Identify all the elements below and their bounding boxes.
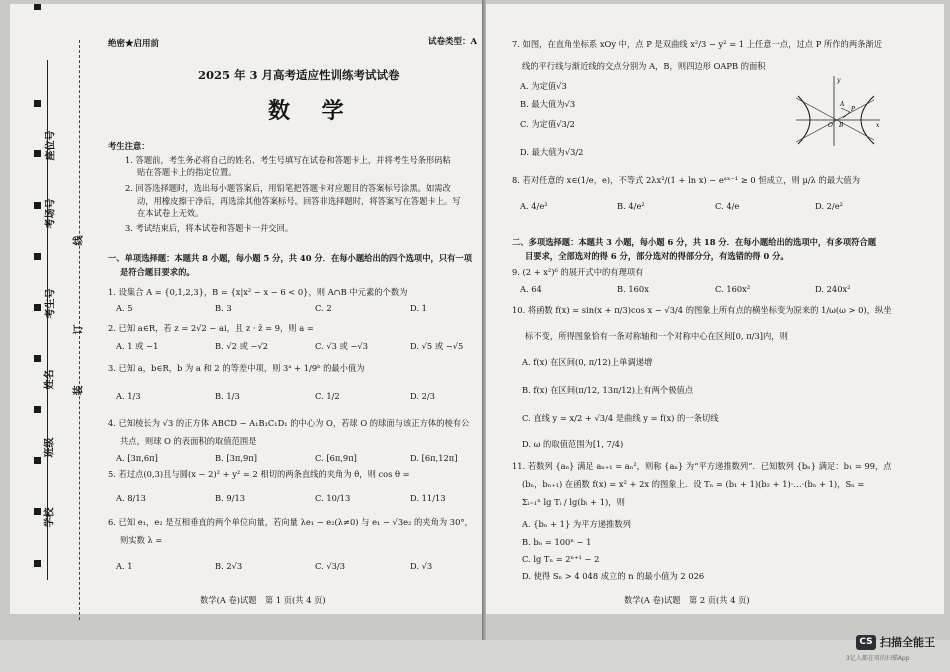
notice-line: 在本试卷上无效。 [137,208,204,218]
question-stem: 4. 已知棱长为 √3 的正方体 ABCD − A₁B₁C₁D₁ 的中心为 O，若球 O 的球面与该正方体的棱有公 [108,418,470,428]
section-2-header: 二、多项选择题：本题共 3 小题，每小题 6 分，共 18 分．在每小题给出的选项中，有多项符合题 [512,237,877,247]
option: D. 1 [410,303,427,313]
option: B. 1/3 [215,391,240,401]
option: C. √3 或 −√3 [315,341,368,351]
question-stem: 1. 设集合 A = {0,1,2,3}，B = {x|x² − x − 6 < 0}，则 A∩B 中元素的个数为 [108,287,408,297]
point-p-label: P [851,106,856,113]
question-stem: 线的平行线与渐近线的交点分别为 A，B，则四边形 OAPB 的面积 [522,61,766,71]
option: D. [6π,12π] [410,453,458,463]
exam-title: 2025 年 3 月高考适应性训练考试试卷 [198,68,400,82]
option: C. [6π,9π] [315,453,357,463]
subject-title: 数 学 [268,98,356,124]
seat-label: 座位号 [45,130,57,161]
option: D. 11/13 [410,493,446,503]
point-b-label: B [839,122,844,129]
question-stem: 3. 已知 a，b∈R，b 为 a 和 2 的等差中项，则 3ᵃ + 1/9ᵇ 的最小值为 [108,363,365,373]
parallel-line [843,112,850,118]
question-stem: Σᵢ₌₁ⁿ lg Tᵢ / lg(bᵢ + 1)，则 [522,497,625,507]
question-stem: 共点，则球 O 的表面积的取值范围是 [120,436,257,446]
option: C. 10/13 [315,493,351,503]
option: C. √3/3 [315,561,345,571]
scanner-tagline: 3亿人都在用的扫描App [846,655,910,662]
option: C. 1/2 [315,391,340,401]
question-stem: 9. (2 + x²)⁶ 的展开式中的有理项有 [512,267,644,277]
option: D. √5 或 −√5 [410,341,464,351]
secret-mark: 绝密★启用前 [108,39,160,49]
question-stem: 11. 若数列 {aₙ} 满足 aₙ₊₁ = aₙ²，则称 {aₙ} 为“平方递推数列”．已知数列 {bₙ} 满足：b₁ = 99，点 [512,461,892,471]
exam-number-label: 考生号 [45,288,57,319]
option: B. 3 [215,303,232,313]
option: B. 4/e² [617,201,645,211]
option: C. 4/e [715,201,740,211]
section-1-header: 一、单项选择题：本题共 8 小题，每小题 5 分，共 40 分．在每小题给出的四个选项中，只有一项 [108,253,473,263]
question-stem: 10. 将函数 f(x) = sin(x + π/3)cos x − √3/4 的图象上所有点的横坐标变为原来的 1/ω(ω > 0)，纵坐 [512,305,892,315]
notice-line: 动，用橡皮擦干净后，再选涂其他答案标号。回答非选择题时，将答案写在答题卡上。写 [137,196,461,206]
question-stem: 标不变，所得图象恰有一条对称轴和一个对称中心在区间[0, π/3]内，则 [525,331,788,341]
option: D. 2/e² [815,201,843,211]
option: A. 为定值√3 [520,81,567,91]
notice-line: 1. 答题前，考生务必将自己的姓名、考生号填写在试卷和答题卡上，并将考生号条形码粘 [125,155,451,165]
option: A. {bₙ + 1} 为平方递推数列 [522,519,631,529]
question-stem: 2. 已知 a∈R，若 z = 2√2 − ai，且 z · z̄ = 9，则 a = [108,323,314,333]
cut-order-word: 订 [73,324,85,335]
option: B. bₙ = 100ⁿ − 1 [522,537,592,547]
scanner-logo [856,634,935,650]
cs-badge-icon: CS [856,635,876,650]
option: C. 2 [315,303,332,313]
page-footer: 数学(A 卷)试题 第 1 页(共 4 页) [200,595,326,605]
y-axis-label: y [837,77,841,84]
question-stem: 6. 已知 e₁，e₂ 是互相垂直的两个单位向量，若向量 λe₁ − e₂(λ≠0) 与 e₁ − √3e₂ 的夹角为 30°， [108,517,473,527]
option: A. f(x) 在区间(0, π/12)上单调递增 [522,357,653,367]
notice-line: 3. 考试结束后，将本试卷和答题卡一并交回。 [125,223,294,233]
option: D. ω 的取值范围为[1, 7/4) [522,439,624,449]
point-a-label: A [840,101,845,108]
x-axis-label: x [876,122,880,129]
school-label: 学校 [44,507,56,528]
asymptote [796,98,874,140]
option: C. lg Tₙ = 2ⁿ⁺¹ − 2 [522,554,600,564]
question-stem: 8. 若对任意的 x∈(1/e，e)，不等式 2λx²/(1 + ln x) − eᵃˣ⁻¹ ≥ 0 恒成立，则 μ/λ 的最大值为 [512,175,861,185]
option: A. [3π,6π] [116,453,158,463]
option: B. f(x) 在区间(π/12, 13π/12)上有两个极值点 [522,385,694,395]
scanner-app-name: 扫描全能王 [880,636,935,649]
scan-background [0,640,950,672]
option: A. 5 [116,303,133,313]
parallel-line [841,108,850,112]
class-label: 班级 [44,437,56,458]
paper-type: 试卷类型：A [428,37,478,47]
option: A. 64 [520,284,542,294]
option: B. 最大值为√3 [520,99,576,109]
question-stem: (bₙ，bₙ₊₁) 在函数 f(x) = x² + 2x 的图象上．设 Tₙ = (b₁ + 1)(b₂ + 1)·…·(bₙ + 1)，Sₙ = [522,479,865,489]
option: A. 1/3 [116,391,141,401]
exam-room-label: 考场号 [45,198,57,229]
option: B. 2√3 [215,561,243,571]
option: B. [3π,9π] [215,453,257,463]
notice-line: 2. 回答选择题时，选出每小题答案后，用铅笔把答题卡对应题目的答案标号涂黑。如需改 [125,183,451,193]
cut-bind-word: 装 [73,385,85,396]
notice-heading: 考生注意： [108,141,150,151]
option: D. 240x² [815,284,851,294]
option: C. 160x² [715,284,751,294]
option: B. 9/13 [215,493,246,503]
origin-label: O [828,122,833,129]
option: A. 1 或 −1 [116,341,159,351]
hyperbola-figure [794,72,882,148]
page-footer: 数学(A 卷)试题 第 2 页(共 4 页) [624,595,750,605]
option: B. 160x [617,284,649,294]
option: B. √2 或 −√2 [215,341,269,351]
option: A. 8/13 [116,493,146,503]
section-1-header: 是符合题目要求的。 [120,267,195,277]
option: A. 4/e² [520,201,548,211]
question-stem: 则实数 λ = [120,535,163,545]
page-fold [482,0,486,640]
question-stem: 5. 若过点(0,3)且与圆(x − 2)² + y² = 2 相切的两条直线的夹角为 θ，则 cos θ = [108,469,410,479]
asymptote [796,100,874,142]
option: C. 直线 y = x/2 + √3/4 是曲线 y = f(x) 的一条切线 [522,413,719,423]
option: D. 2/3 [410,391,435,401]
option: D. 使得 Sₙ > 4 048 成立的 n 的最小值为 2 026 [522,571,705,581]
option: A. 1 [116,561,133,571]
option: D. 最大值为√3/2 [520,147,584,157]
name-label: 姓名 [44,369,56,390]
notice-line: 贴在答题卡上的指定位置。 [137,167,237,177]
section-2-header: 目要求，全部选对的得 6 分，部分选对的得部分分，有选错的得 0 分。 [525,251,789,261]
question-stem: 7. 如图，在直角坐标系 xOy 中，点 P 是双曲线 x²/3 − y² = 1 上任意一点，过点 P 所作的两条渐近 [512,39,883,49]
cut-line-word: 线 [73,235,85,246]
option: C. 为定值√3/2 [520,119,575,129]
option: D. √3 [410,561,433,571]
